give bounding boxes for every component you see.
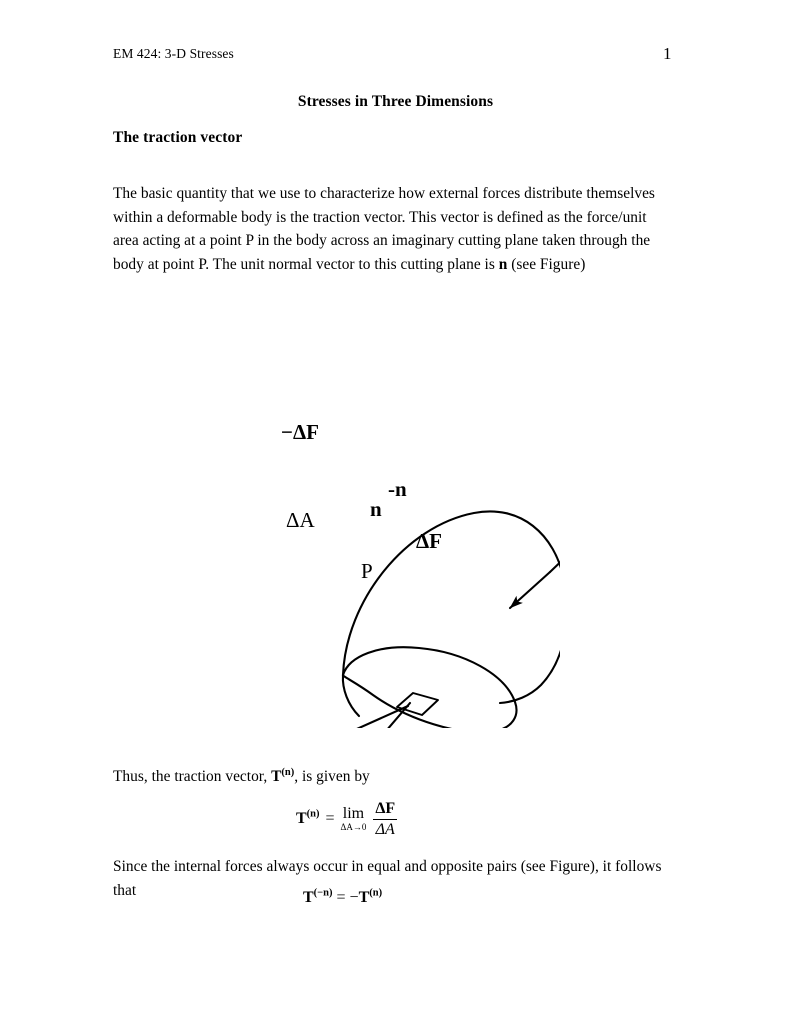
- section-heading-traction-vector: The traction vector: [113, 129, 243, 146]
- limit-subscript: ΔA→0: [340, 822, 367, 833]
- label-minus-n: -n: [388, 477, 407, 501]
- label-point-P: P: [361, 559, 373, 583]
- traction-paragraph-tail: , is given by: [294, 768, 370, 785]
- opposite-minus-sign: −: [349, 889, 359, 906]
- fraction-delta-F-over-delta-A: [373, 800, 397, 839]
- equation-lhs-superscript: (n): [306, 809, 320, 821]
- opposite-rhs-superscript: (n): [369, 887, 383, 899]
- traction-symbol-base: T: [271, 768, 282, 785]
- equation-lhs-base: T: [296, 810, 307, 828]
- opposite-equals-sign: =: [336, 889, 346, 906]
- limit-operator: [341, 806, 367, 832]
- limit-word: lim: [342, 805, 365, 823]
- figure-canvas: [160, 278, 560, 728]
- upper-body-right-outline: [500, 580, 560, 703]
- label-delta-F: ΔF: [416, 529, 442, 553]
- label-minus-delta-F: −ΔF: [281, 420, 319, 444]
- intro-paragraph: [113, 182, 673, 276]
- traction-vector-figure: [160, 278, 560, 728]
- intro-paragraph-main: The basic quantity that we use to characterize how external forces distribute themselves within a deformable body is the traction vector. This vector is defined as the force/unit area acting at a point P in the body across an imaginary cutting plane taken through the body at point P. The unit normal vector to this cutting plane is: [113, 185, 655, 273]
- opposite-lhs-superscript: (−n): [313, 887, 333, 899]
- equation-opposite-traction: [303, 889, 382, 907]
- fraction-denominator: ΔA: [375, 820, 395, 838]
- external-force-arrow-upper: [510, 572, 550, 608]
- upper-cut-face-ellipse: [343, 647, 517, 728]
- intro-paragraph-tail: (see Figure): [507, 255, 586, 273]
- equation-lhs: [296, 810, 320, 828]
- running-head: EM 424: 3-D Stresses: [113, 46, 234, 61]
- equation-traction-limit: [296, 800, 397, 839]
- traction-symbol-superscript: (n): [281, 766, 295, 778]
- normal-vector-symbol: n: [498, 255, 508, 273]
- page-number: 1: [663, 44, 672, 63]
- opposite-rhs-base: T: [358, 889, 370, 906]
- traction-paragraph-lead: Thus, the traction vector,: [113, 768, 272, 785]
- fraction-numerator: ΔF: [373, 800, 397, 820]
- label-n: n: [370, 497, 382, 521]
- label-delta-A: ΔA: [286, 508, 315, 532]
- page-title: Stresses in Three Dimensions: [297, 93, 494, 110]
- traction-vector-paragraph: [113, 765, 673, 789]
- opposite-lhs-base: T: [303, 889, 314, 906]
- equation-equals-sign: =: [325, 810, 335, 828]
- opposite-pairs-paragraph: Since the internal forces always occur in equal and opposite pairs (see Figure), it follows that: [113, 858, 662, 899]
